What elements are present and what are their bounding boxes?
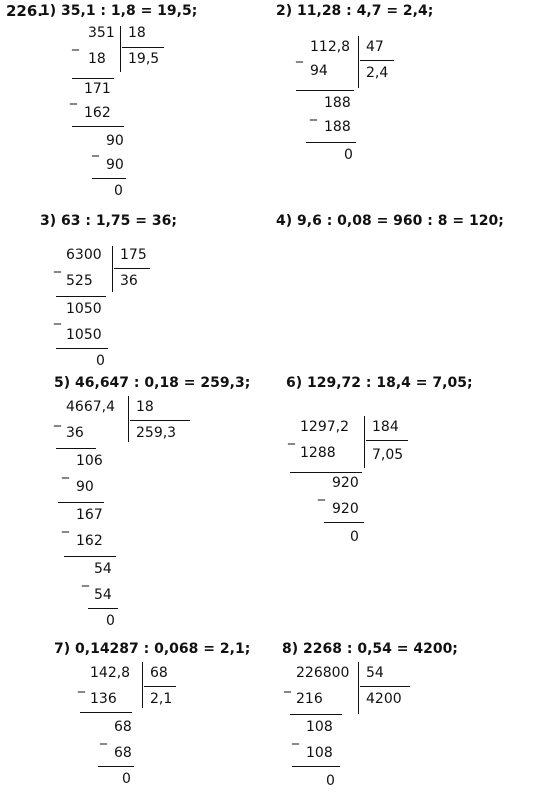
remainder: 188 xyxy=(324,95,351,111)
problem-1-header: 1) 35,1 : 1,8 = 19,5; xyxy=(40,3,198,19)
problem-6-header: 6) 129,72 : 18,4 = 7,05; xyxy=(286,375,473,391)
minus-sign: _ xyxy=(318,485,325,501)
division-bracket-horizontal xyxy=(360,60,394,61)
minus-sign: _ xyxy=(288,429,295,445)
minus-sign: _ xyxy=(62,517,69,533)
quotient: 19,5 xyxy=(128,51,160,67)
minus-sign: _ xyxy=(92,141,99,157)
minus-sign: _ xyxy=(72,35,79,51)
subtrahend: 1288 xyxy=(300,445,336,461)
subtrahend: 1050 xyxy=(66,327,102,343)
remainder: 1050 xyxy=(66,301,102,317)
subtraction-line xyxy=(324,522,364,523)
final-remainder: 0 xyxy=(350,529,359,545)
divisor: 18 xyxy=(136,399,154,415)
quotient: 2,4 xyxy=(366,65,389,81)
dividend: 226800 xyxy=(296,665,350,681)
dividend: 112,8 xyxy=(310,39,351,55)
division-bracket-horizontal xyxy=(114,268,150,269)
minus-sign: _ xyxy=(70,89,77,105)
problem-2-header: 2) 11,28 : 4,7 = 2,4; xyxy=(276,3,434,19)
division-bracket-vertical xyxy=(358,662,359,714)
final-remainder: 0 xyxy=(106,613,115,629)
problem-3-header: 3) 63 : 1,75 = 36; xyxy=(40,213,177,229)
subtrahend: 18 xyxy=(88,51,106,67)
subtraction-line xyxy=(98,766,134,767)
quotient: 4200 xyxy=(366,691,402,707)
subtraction-line xyxy=(56,296,106,297)
remainder: 54 xyxy=(94,561,112,577)
problem-7-header: 7) 0,14287 : 0,068 = 2,1; xyxy=(54,641,251,657)
dividend: 6300 xyxy=(66,247,102,263)
division-bracket-horizontal xyxy=(122,47,164,48)
subtraction-line xyxy=(88,608,118,609)
division-bracket-vertical xyxy=(120,26,121,72)
subtrahend: 90 xyxy=(106,157,124,173)
quotient: 7,05 xyxy=(372,447,404,463)
subtraction-line xyxy=(56,448,96,449)
remainder: 167 xyxy=(76,507,103,523)
minus-sign: _ xyxy=(296,47,303,63)
dividend: 142,8 xyxy=(90,665,131,681)
division-bracket-vertical xyxy=(142,662,143,708)
problem-4-header: 4) 9,6 : 0,08 = 960 : 8 = 120; xyxy=(276,213,504,229)
divisor: 18 xyxy=(128,25,146,41)
subtrahend: 36 xyxy=(66,425,84,441)
quotient: 36 xyxy=(120,273,138,289)
divisor: 184 xyxy=(372,419,399,435)
subtrahend: 188 xyxy=(324,119,351,135)
subtrahend: 216 xyxy=(296,691,323,707)
remainder: 108 xyxy=(306,719,333,735)
subtrahend: 920 xyxy=(332,501,359,517)
division-bracket-vertical xyxy=(112,246,113,292)
division-bracket-vertical xyxy=(128,396,129,442)
remainder: 106 xyxy=(76,453,103,469)
final-remainder: 0 xyxy=(96,353,105,369)
division-bracket-vertical xyxy=(364,416,365,468)
subtrahend: 68 xyxy=(114,745,132,761)
division-bracket-horizontal xyxy=(130,420,190,421)
subtraction-line xyxy=(296,90,354,91)
divisor: 175 xyxy=(120,247,147,263)
subtraction-line xyxy=(292,766,340,767)
quotient: 259,3 xyxy=(136,425,177,441)
subtrahend: 90 xyxy=(76,479,94,495)
minus-sign: _ xyxy=(54,309,61,325)
minus-sign: _ xyxy=(310,105,317,121)
minus-sign: _ xyxy=(82,571,89,587)
subtrahend: 136 xyxy=(90,691,117,707)
subtraction-line xyxy=(64,556,116,557)
subtraction-line xyxy=(306,142,356,143)
minus-sign: _ xyxy=(284,677,291,693)
subtrahend: 162 xyxy=(76,533,103,549)
subtraction-line xyxy=(80,712,132,713)
subtraction-line xyxy=(72,78,114,79)
subtrahend: 162 xyxy=(84,105,111,121)
problem-number: 226. xyxy=(6,2,44,20)
division-bracket-horizontal xyxy=(144,686,176,687)
divisor: 54 xyxy=(366,665,384,681)
minus-sign: _ xyxy=(78,677,85,693)
final-remainder: 0 xyxy=(326,773,335,789)
subtrahend: 94 xyxy=(310,63,328,79)
minus-sign: _ xyxy=(54,257,61,273)
dividend: 351 xyxy=(88,25,115,41)
subtraction-line xyxy=(58,502,104,503)
divisor: 47 xyxy=(366,39,384,55)
minus-sign: _ xyxy=(100,729,107,745)
final-remainder: 0 xyxy=(122,771,131,787)
remainder: 920 xyxy=(332,475,359,491)
divisor: 68 xyxy=(150,665,168,681)
subtraction-line xyxy=(290,714,342,715)
subtrahend: 54 xyxy=(94,587,112,603)
remainder: 90 xyxy=(106,133,124,149)
remainder: 171 xyxy=(84,81,111,97)
remainder: 68 xyxy=(114,719,132,735)
final-remainder: 0 xyxy=(344,147,353,163)
subtraction-line xyxy=(56,348,108,349)
subtraction-line xyxy=(290,472,362,473)
subtrahend: 525 xyxy=(66,273,93,289)
division-bracket-horizontal xyxy=(360,686,410,687)
quotient: 2,1 xyxy=(150,691,173,707)
minus-sign: _ xyxy=(62,463,69,479)
subtraction-line xyxy=(92,178,126,179)
subtraction-line xyxy=(72,126,124,127)
problem-5-header: 5) 46,647 : 0,18 = 259,3; xyxy=(54,375,251,391)
minus-sign: _ xyxy=(54,411,61,427)
final-remainder: 0 xyxy=(114,183,123,199)
problem-8-header: 8) 2268 : 0,54 = 4200; xyxy=(282,641,458,657)
dividend: 1297,2 xyxy=(300,419,349,435)
subtrahend: 108 xyxy=(306,745,333,761)
minus-sign: _ xyxy=(292,729,299,745)
division-bracket-horizontal xyxy=(366,440,408,441)
division-bracket-vertical xyxy=(358,36,359,88)
dividend: 4667,4 xyxy=(66,399,115,415)
